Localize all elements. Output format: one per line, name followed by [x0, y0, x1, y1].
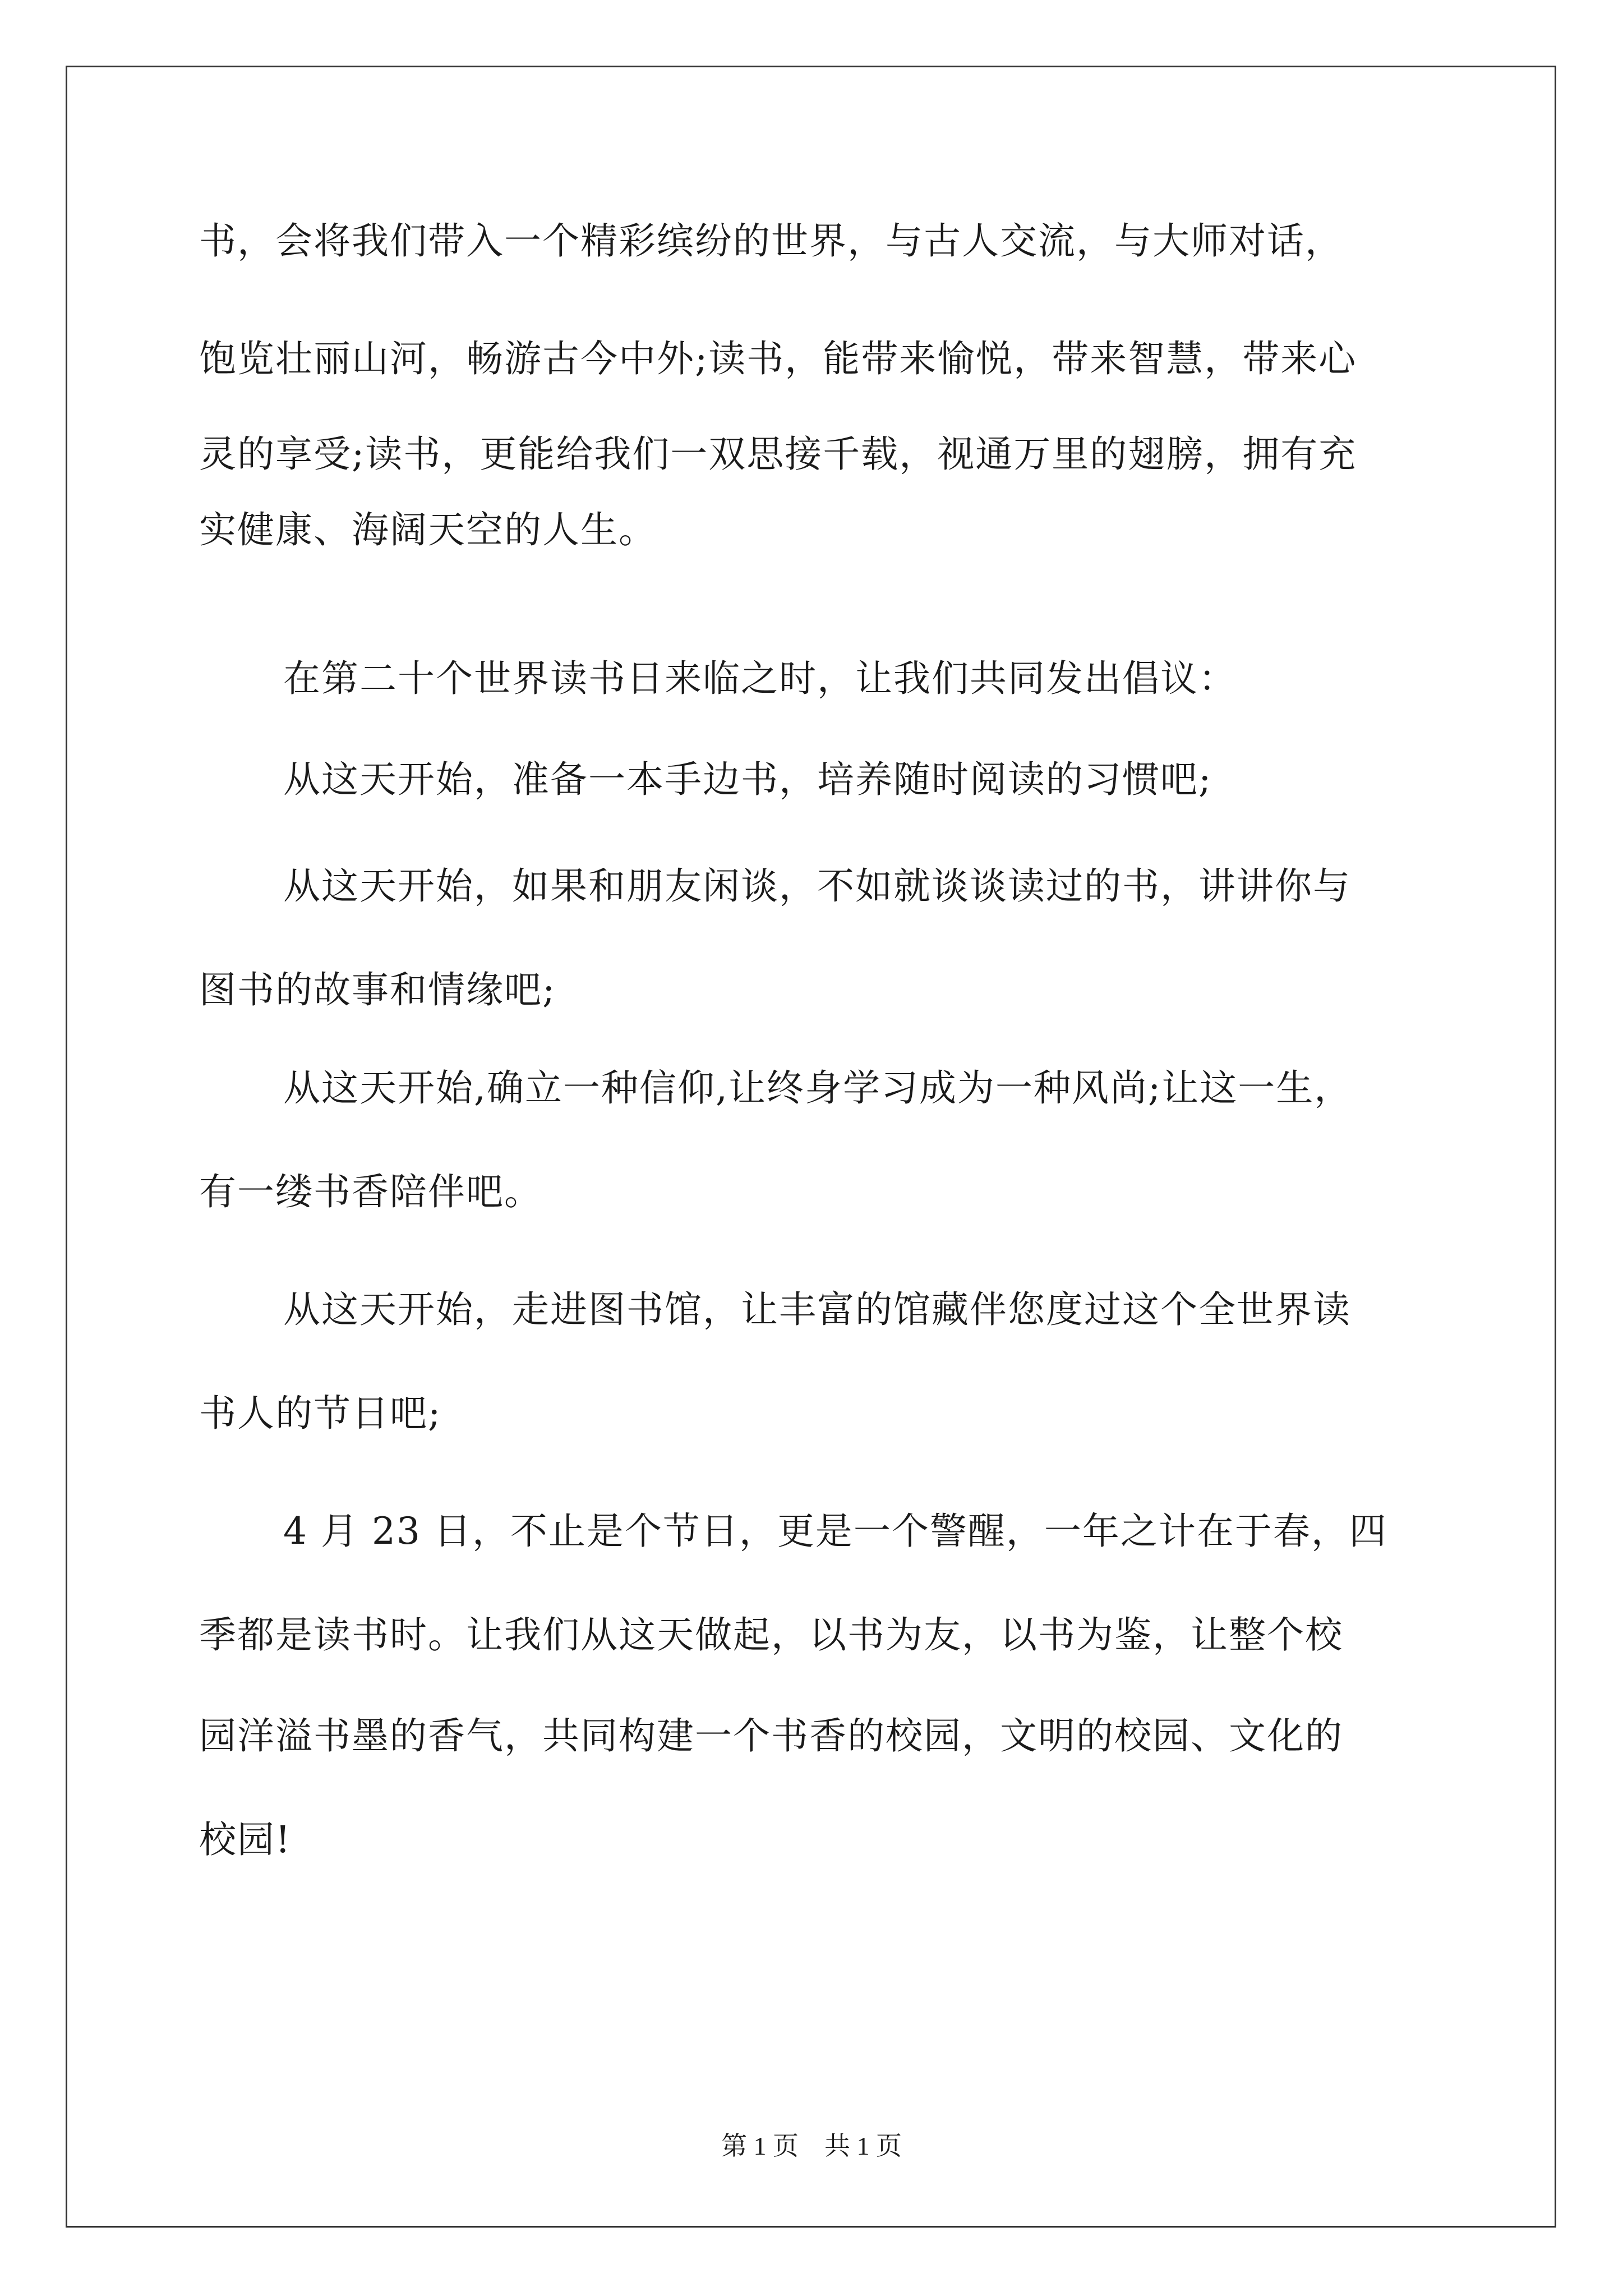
paragraph-line: 校园!: [199, 1818, 292, 1861]
paragraph-line: 有一缕书香陪伴吧。: [199, 1170, 542, 1213]
page-border: [66, 66, 1556, 2228]
paragraph-line: 园洋溢书墨的香气，共同构建一个书香的校园，文明的校园、文化的: [199, 1714, 1343, 1757]
paragraph-line: 从这天开始，如果和朋友闲谈，不如就谈谈读过的书，讲讲你与: [283, 864, 1351, 908]
paragraph-line: 在第二十个世界读书日来临之时，让我们共同发出倡议：: [283, 657, 1237, 700]
paragraph-line: 饱览壮丽山河，畅游古今中外;读书，能带来愉悦，带来智慧，带来心: [199, 337, 1357, 380]
paragraph-line: 从这天开始，走进图书馆，让丰富的馆藏伴您度过这个全世界读: [283, 1288, 1351, 1331]
paragraph-line: 书，会将我们带入一个精彩缤纷的世界，与古人交流，与大师对话，: [199, 219, 1343, 263]
paragraph-line: 季都是读书时。让我们从这天做起，以书为友，以书为鉴，让整个校: [199, 1613, 1343, 1657]
paragraph-line: 图书的故事和情缘吧;: [199, 968, 556, 1011]
paragraph-line: 4 月 23 日，不止是个节日，更是一个警醒，一年之计在于春，四: [283, 1510, 1387, 1553]
page-number-footer: 第 1 页 共 1 页: [721, 2132, 902, 2160]
paragraph-line: 实健康、海阔天空的人生。: [199, 508, 657, 551]
paragraph-line: 从这天开始，准备一本手边书，培养随时阅读的习惯吧;: [283, 758, 1212, 801]
paragraph-line: 灵的享受;读书，更能给我们一双思接千载，视通万里的翅膀，拥有充: [199, 432, 1357, 476]
paragraph-line: 从这天开始,确立一种信仰,让终身学习成为一种风尚;让这一生，: [283, 1066, 1353, 1110]
paragraph-line: 书人的节日吧;: [199, 1392, 442, 1435]
